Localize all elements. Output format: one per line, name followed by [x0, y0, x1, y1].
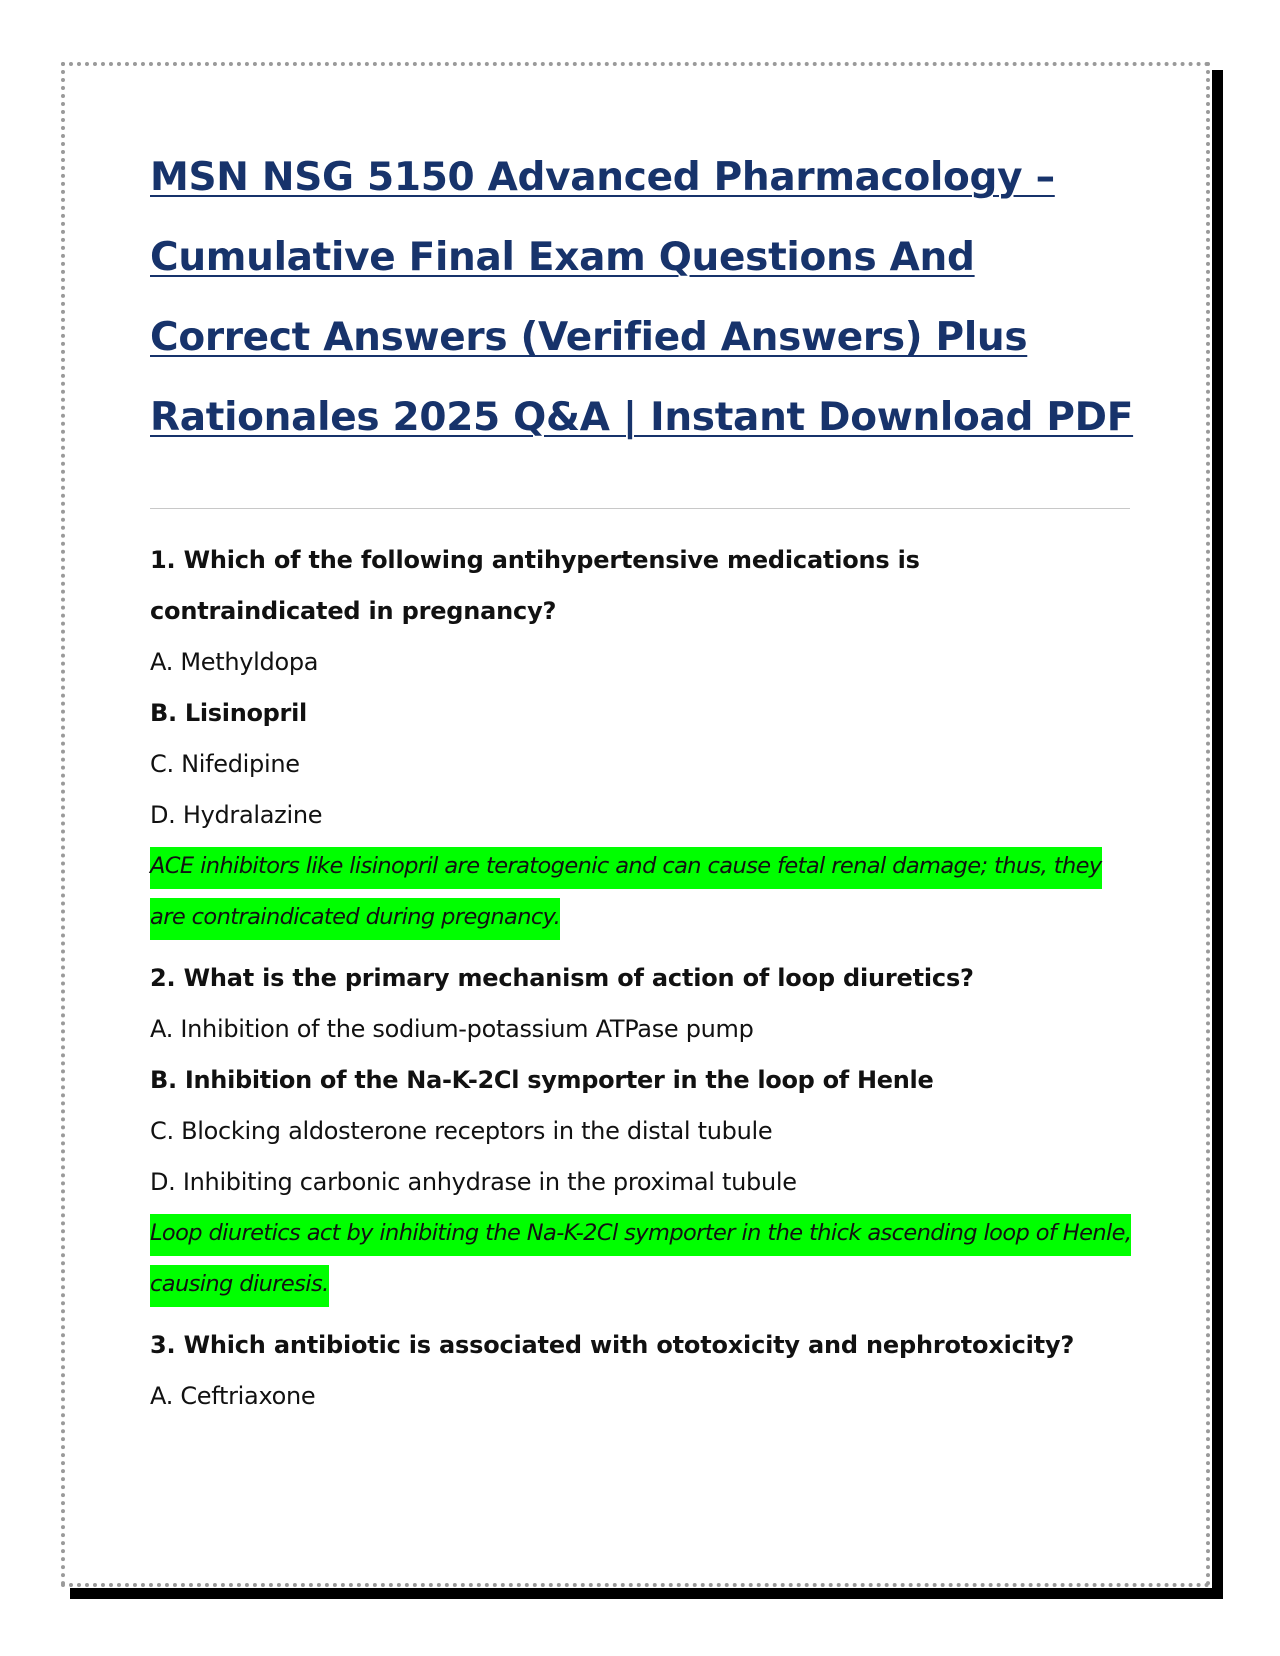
divider	[150, 508, 1130, 509]
answer-option-a: A. Inhibition of the sodium-potassium ATPase pump	[150, 1015, 754, 1043]
question-text: 1. Which of the following antihypertensive medications is contraindicated in pregnancy?	[150, 546, 920, 625]
answer-option-c: C. Blocking aldosterone receptors in the distal tubule	[150, 1117, 773, 1145]
answer-option-b-correct: B. Inhibition of the Na-K-2Cl symporter in the loop of Henle	[150, 1066, 934, 1094]
answer-option-c: C. Nifedipine	[150, 750, 300, 778]
question-text: 2. What is the primary mechanism of action of loop diuretics?	[150, 964, 974, 992]
page-shadow-bottom	[70, 1588, 1223, 1599]
rationale-highlight: ACE inhibitors like lisinopril are teratogenic and can cause fetal renal damage; thus, they are contraindicated during pregnancy.	[150, 847, 1102, 940]
answer-option-d: D. Hydralazine	[150, 801, 323, 829]
answer-option-a: A. Ceftriaxone	[150, 1382, 316, 1410]
document-title-link[interactable]: MSN NSG 5150 Advanced Pharmacology – Cumulative Final Exam Questions And Correct Answers (Verified Answers) Plus Rationales 2025 Q&A | Instant Download PDF	[150, 155, 1134, 440]
document-body	[150, 138, 1135, 1432]
rationale-highlight: Loop diuretics act by inhibiting the Na-K-2Cl symporter in the thick ascending loop of Henle, causing diuresis.	[150, 1214, 1131, 1307]
answer-option-d: D. Inhibiting carbonic anhydrase in the proximal tubule	[150, 1168, 797, 1196]
answer-option-a: A. Methyldopa	[150, 648, 319, 676]
question-3	[150, 1320, 1135, 1422]
answer-option-b-correct: B. Lisinopril	[150, 699, 307, 727]
question-2	[150, 953, 1135, 1310]
page-shadow-right	[1212, 70, 1223, 1598]
document-title[interactable]	[150, 138, 1135, 458]
question-text: 3. Which antibiotic is associated with ototoxicity and nephrotoxicity?	[150, 1331, 1075, 1359]
rationale	[150, 841, 1135, 943]
question-1	[150, 535, 1135, 943]
rationale	[150, 1208, 1135, 1310]
